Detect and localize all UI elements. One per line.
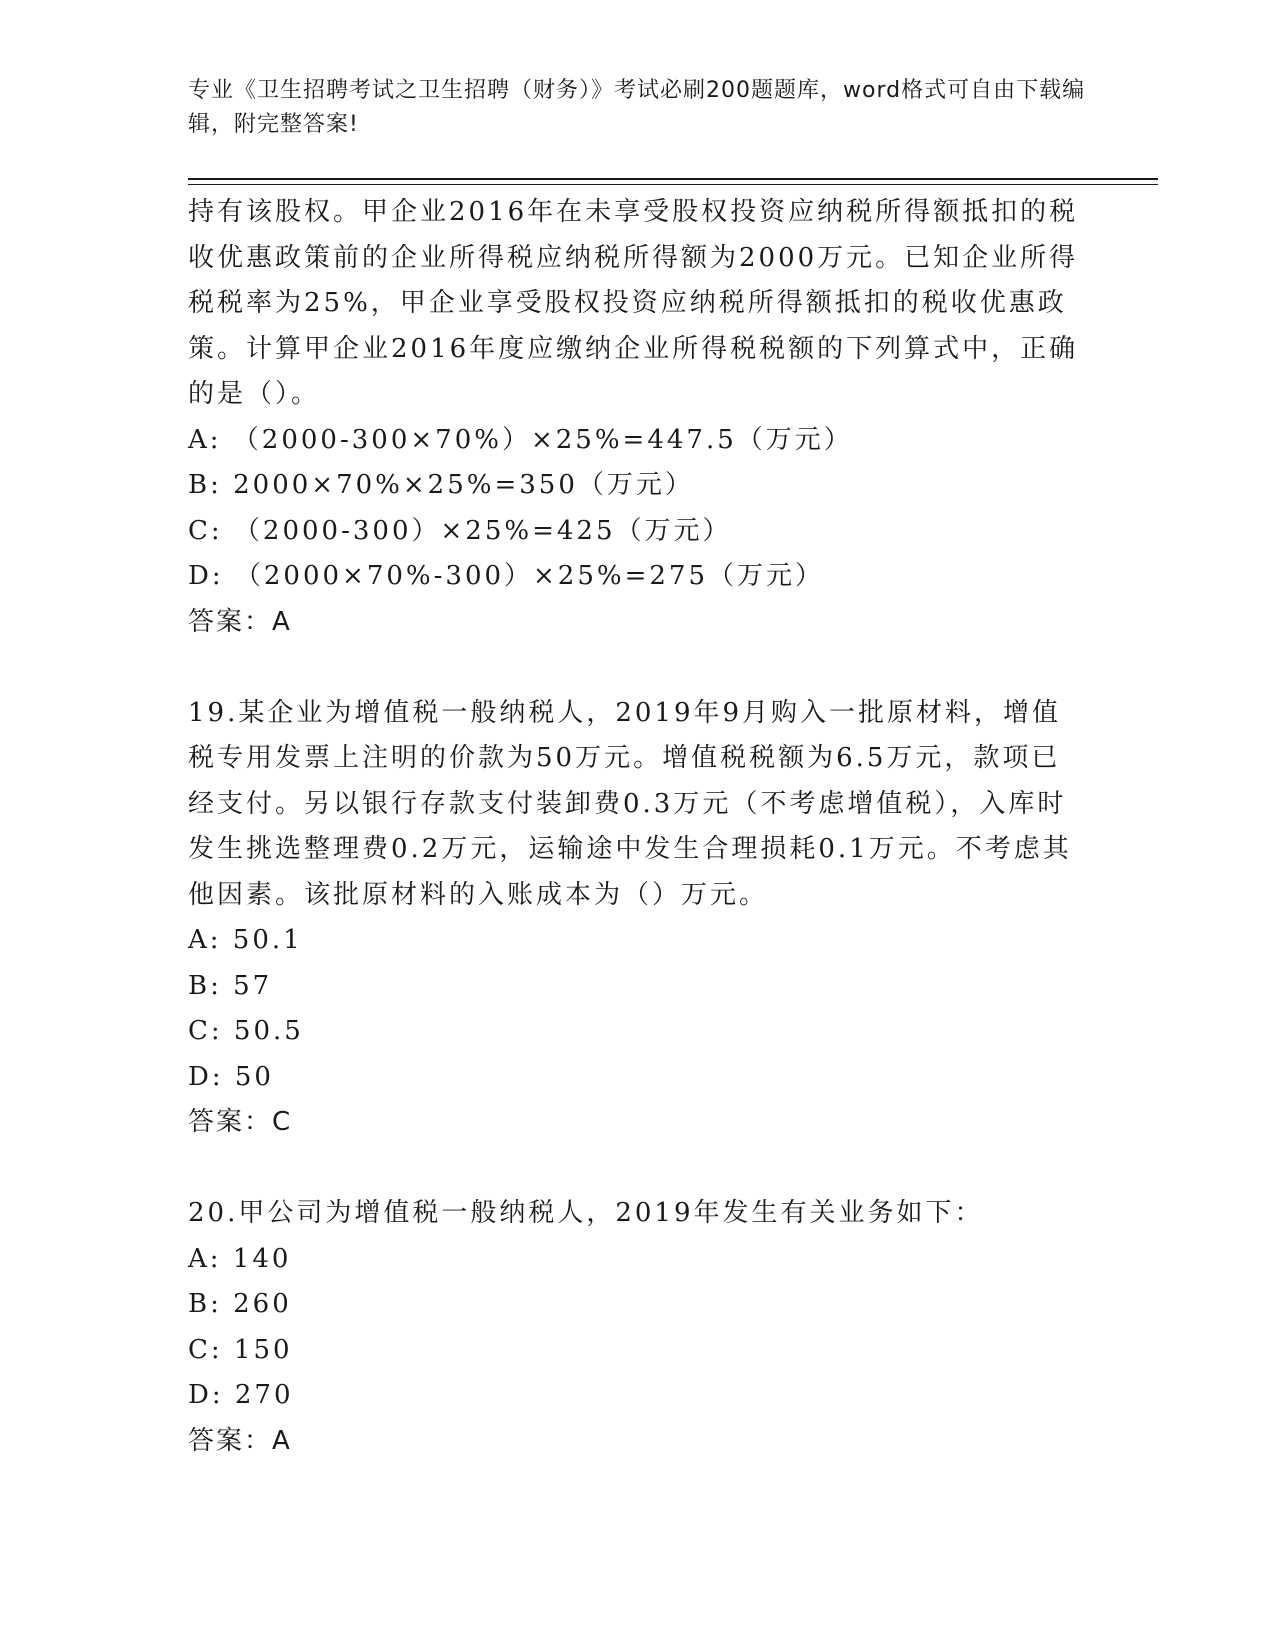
answer-line: 答案：A <box>188 606 292 637</box>
question-list <box>188 190 1088 1464</box>
spacer <box>188 645 1088 691</box>
question-stem: 19.某企业为增值税一般纳税人，2019年9月购入一批原材料，增值税专用发票上注明的价款为50万元。增值税税额为6.5万元，款项已经支付。另以银行存款支付装卸费0.3万元（不考虑增值税），入库时发生挑选整理费0.2万元，运输途中发生合理损耗0.1万元。不考虑其他因素。该批原材料的入账成本为（）万元。 <box>188 697 1072 910</box>
option-a: A: 140 <box>188 1243 292 1274</box>
question-block <box>188 190 1088 645</box>
answer-line: 答案：A <box>188 1425 292 1456</box>
option-c: C: 150 <box>188 1334 293 1365</box>
question-block <box>188 691 1088 1146</box>
option-c: C: 50.5 <box>188 1016 304 1046</box>
option-d: D: 50 <box>188 1061 274 1092</box>
option-a: A: 50.1 <box>188 925 303 955</box>
document-header: 专业《卫生招聘考试之卫生招聘（财务）》考试必刷200题题库，word格式可自由下载编辑，附完整答案! <box>188 78 1086 137</box>
option-d: D: 270 <box>188 1380 294 1410</box>
option-b: B: 260 <box>188 1289 292 1319</box>
header-divider-thick <box>188 178 1158 180</box>
question-stem: 20.甲公司为增值税一般纳税人，2019年发生有关业务如下： <box>188 1198 984 1228</box>
answer-line: 答案：C <box>188 1107 293 1137</box>
option-a: A: （2000-300×70%）×25%=447.5（万元） <box>188 424 853 455</box>
spacer <box>188 1146 1088 1192</box>
question-stem: 持有该股权。甲企业2016年在未享受股权投资应纳税所得额抵扣的税收优惠政策前的企业所得税应纳税所得额为2000万元。已知企业所得税税率为25%，甲企业享受股权投资应纳税所得额抵扣的税收优惠政策。计算甲企业2016年度应缴纳企业所得税税额的下列算式中，正确的是（）。 <box>188 197 1079 409</box>
option-d: D: （2000×70%-300）×25%=275（万元） <box>188 561 825 591</box>
option-b: B: 57 <box>188 970 273 1001</box>
question-block <box>188 1191 1088 1464</box>
option-b: B: 2000×70%×25%=350（万元） <box>188 470 694 500</box>
header-divider-thin <box>188 184 1158 185</box>
option-c: C: （2000-300）×25%=425（万元） <box>188 515 732 546</box>
